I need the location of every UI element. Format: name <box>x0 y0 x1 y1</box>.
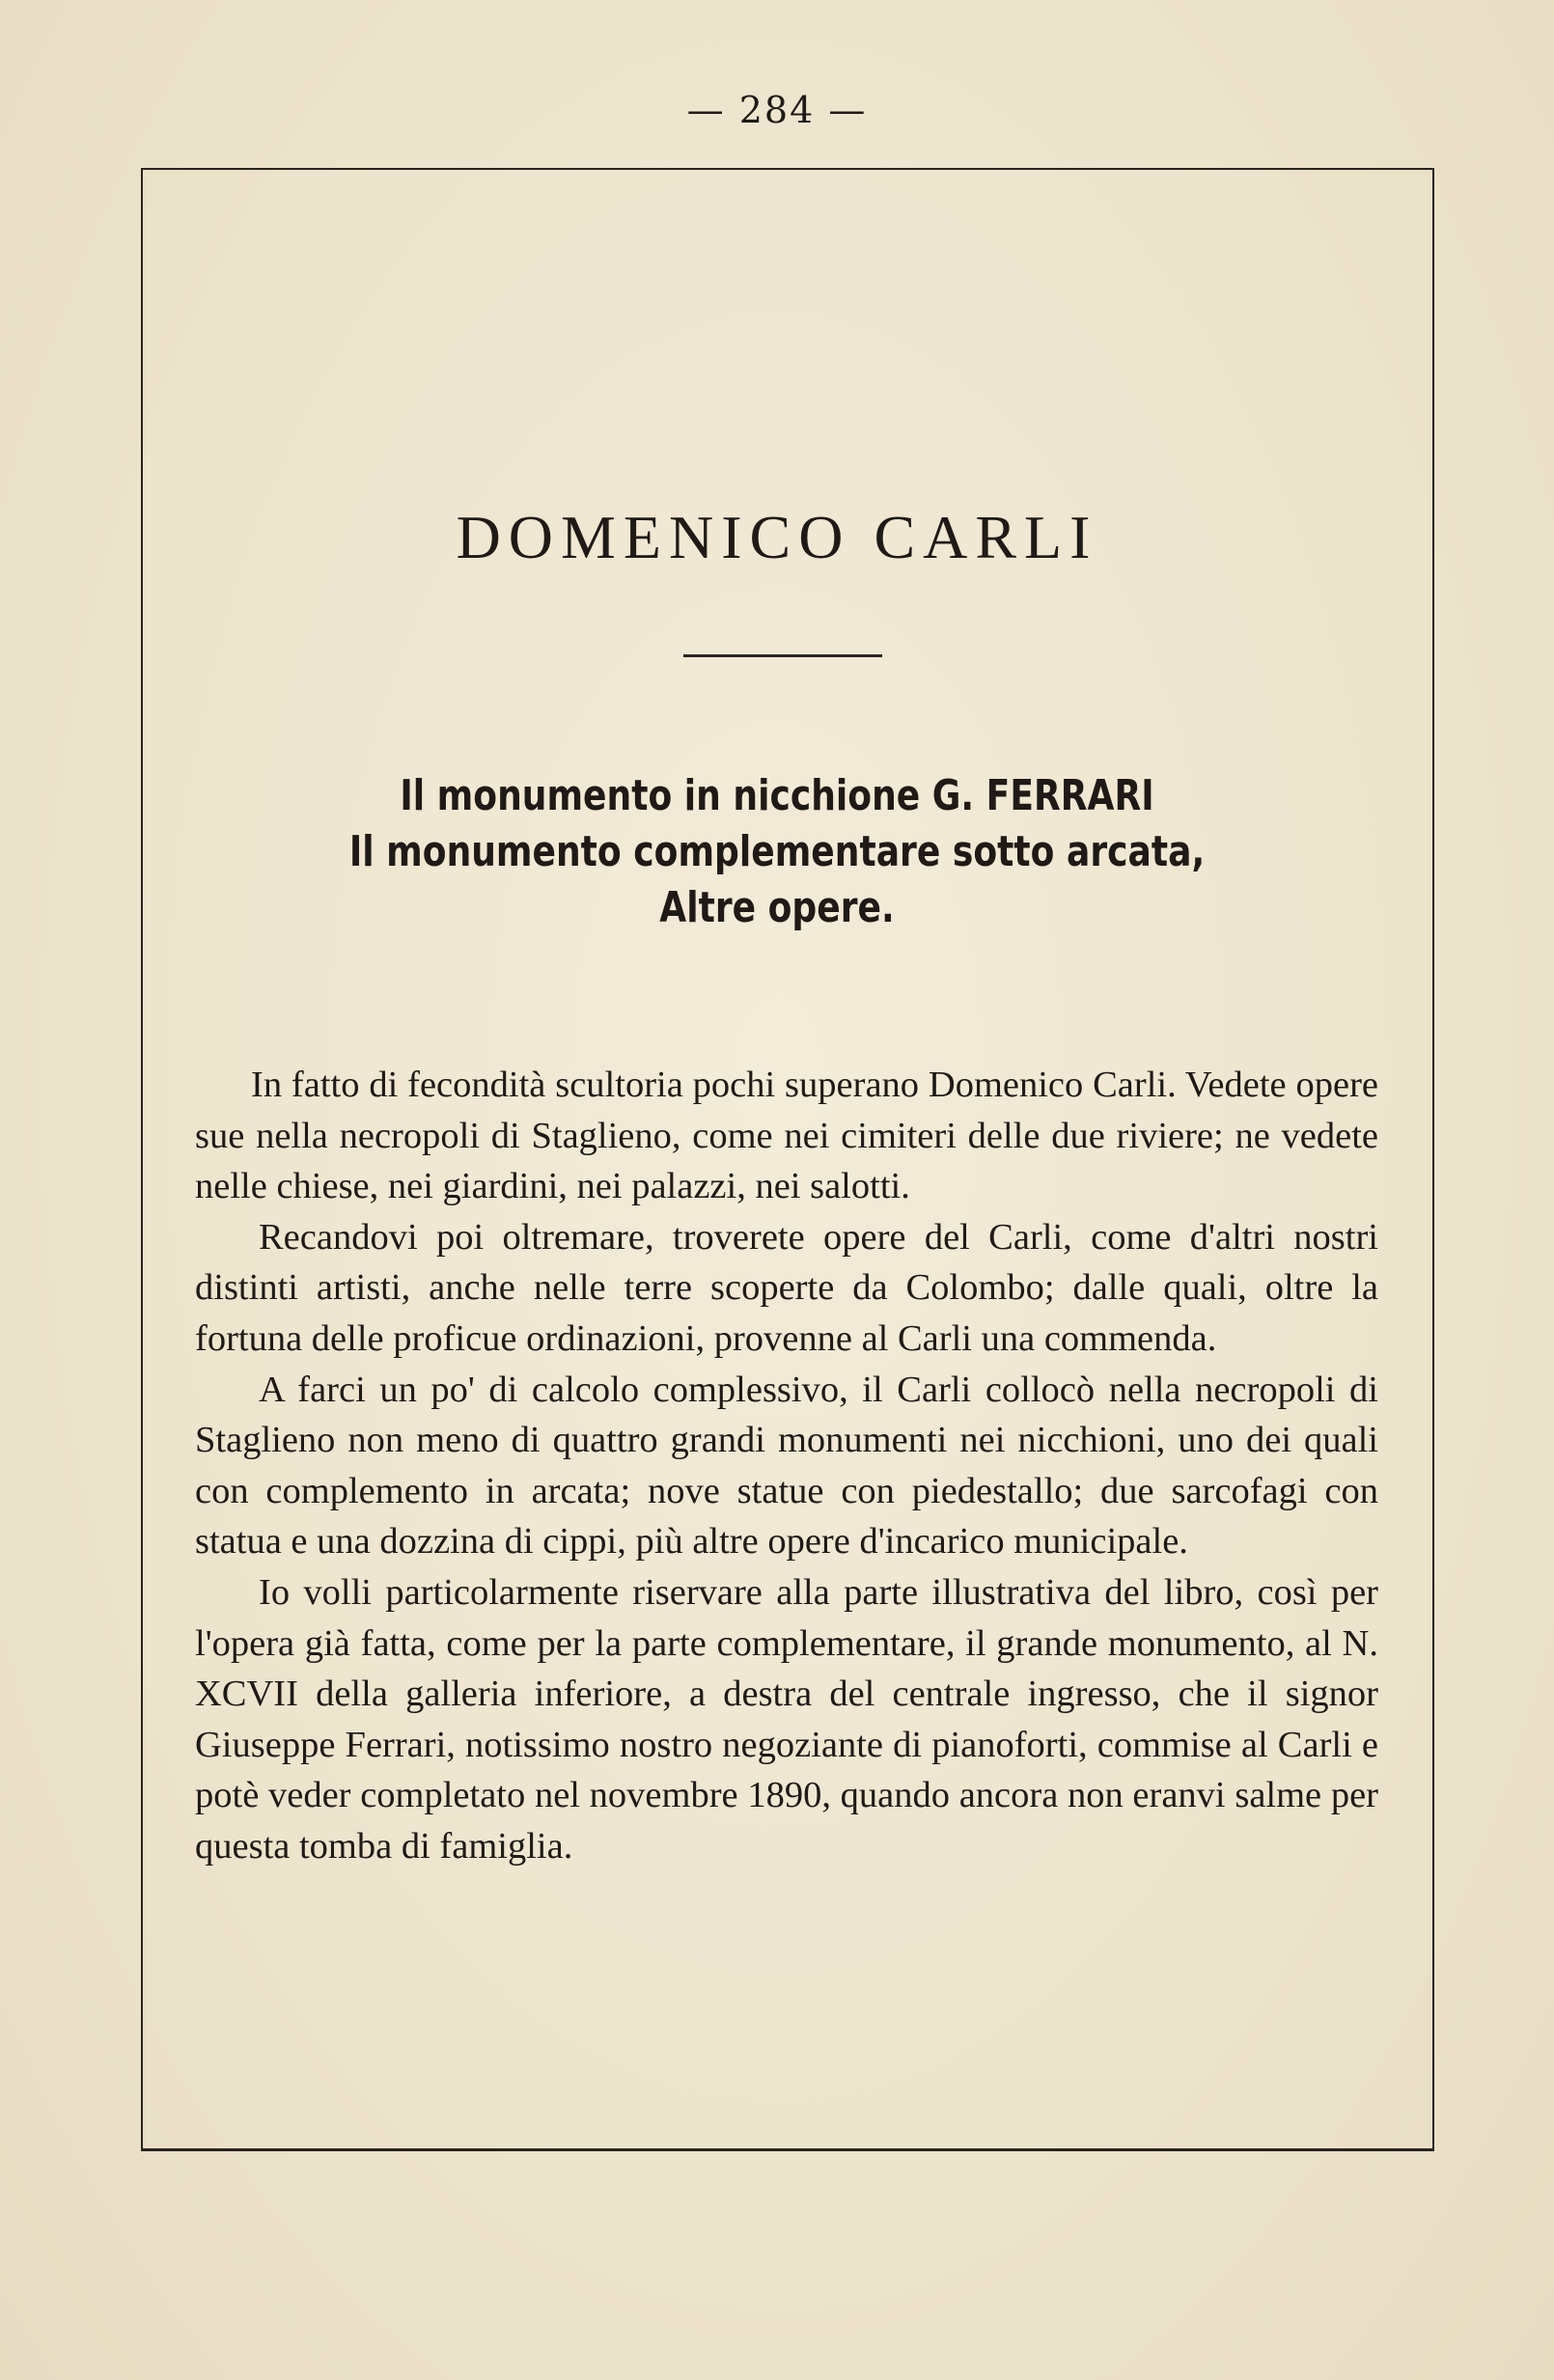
paragraph-4: Io volli particolarmente riservare alla parte illustrativa del libro, così per l'opera già fatta, come per la parte complementare, il grande monumento, al N. XCVII della galleria inferiore, a destra del centrale ingresso, che il signor Giuseppe Ferrari, notissimo nostro negoziante di pianoforti, commise al Carli e potè veder completato nel novembre 1890, quando ancora non eranvi salme per questa tomba di famiglia. <box>195 1571 1378 1867</box>
subtitle-line-2: Il monumento complementare sotto arcata, <box>348 827 1206 876</box>
chapter-title: DOMENICO CARLI <box>456 503 1098 571</box>
subtitle-line-1: Il monumento in nicchione G. FERRARI <box>400 771 1154 820</box>
title-divider <box>683 654 882 657</box>
paragraph-1: In fatto di fecondità scultoria pochi superano Domenico Carli. Vedete opere sue nella necropoli di Staglieno, come nei cimiteri delle due riviere; ne vedete nelle chiese, nei giardini, nei palazzi, nei salotti. <box>195 1065 1378 1207</box>
body-text <box>195 1060 1378 1872</box>
subtitle-line-3: Altre opere. <box>659 883 895 932</box>
subtitle-block <box>140 768 1414 936</box>
paragraph-2: Recandovi poi oltremare, troverete opere del Carli, come d'altri nostri distinti artisti, anche nelle terre scoperte da Colombo; dalle quali, oltre la fortuna delle proficue ordinazioni, provenne al Carli una commenda. <box>195 1216 1378 1359</box>
paragraph-3: A farci un po' di calcolo complessivo, il Carli collocò nella necropoli di Staglieno non meno di quattro grandi monumenti nei nicchioni, uno dei quali con complemento in arcata; nove statue con piedestallo; due sarcofagi con statua e una dozzina di cippi, più altre opere d'incarico municipale. <box>195 1369 1378 1563</box>
frame-bottom-rule <box>141 2148 1434 2151</box>
page-number: — 284 — <box>686 89 868 131</box>
